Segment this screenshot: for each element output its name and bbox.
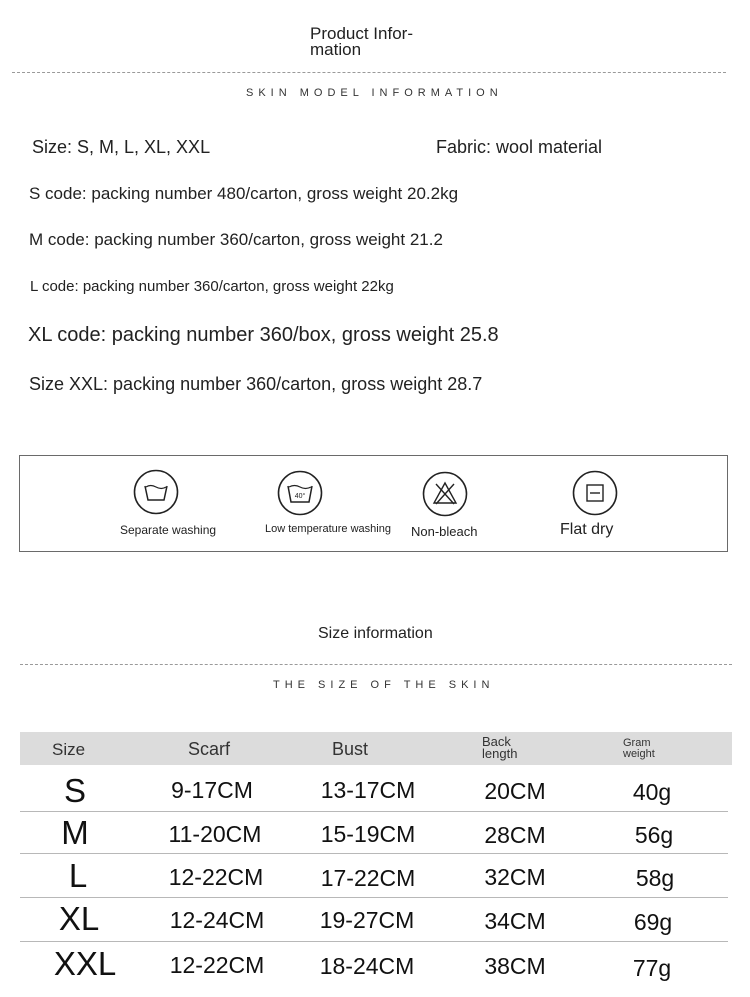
size-cell: S [63,772,87,809]
no-bleach-icon [422,471,468,517]
scarf-cell: 12-22CM [168,864,264,890]
weight-cell: 77g [632,955,672,981]
scarf-cell: 11-20CM [168,821,262,847]
row-divider [20,941,728,942]
row-divider [20,853,728,854]
spec-line-m: M code: packing number 360/carton, gross weight 21.2 [29,230,443,249]
scarf-cell: 12-24CM [169,907,265,933]
size-subtitle: THE SIZE OF THE SKIN [273,679,495,691]
back-length-cell: 32CM [484,864,546,890]
spec-line-s: S code: packing number 480/carton, gross weight 20.2kg [29,184,459,203]
header-back-length: Back length [482,734,518,761]
care-label-flat-dry: Flat dry [560,521,614,538]
bust-cell: 15-19CM [320,821,416,847]
header-scarf: Scarf [188,739,231,759]
scarf-cell: 12-22CM [169,952,265,978]
weight-cell: 69g [633,909,673,935]
wash-40-icon [277,470,323,516]
flat-dry-icon [572,470,618,516]
care-instructions-box [19,455,728,552]
header-divider [12,72,726,73]
header-size: Size [52,740,86,759]
spec-line-xxl: Size XXL: packing number 360/carton, gross weight 28.7 [29,374,483,394]
care-label-low-temperature: Low temperature washing [265,523,391,535]
size-cell: M [61,814,89,851]
size-cell: XXL [53,945,117,982]
row-divider [20,897,728,898]
spec-line-xl: XL code: packing number 360/box, gross weight 25.8 [28,324,499,346]
page-title: Product Infor- mation [310,24,413,59]
size-cell: XL [58,900,100,937]
fabric-info: Fabric: wool material [436,137,603,157]
care-label-separate-washing: Separate washing [120,523,217,537]
hand-wash-icon [133,469,179,515]
size-cell: L [68,857,88,894]
back-length-cell: 28CM [484,822,546,848]
bust-cell: 19-27CM [319,907,415,933]
back-length-cell: 38CM [484,953,546,979]
bust-cell: 18-24CM [319,953,415,979]
size-divider [20,664,732,665]
section-subtitle: SKIN MODEL INFORMATION [246,87,503,99]
scarf-cell: 9-17CM [171,777,253,803]
wash-temperature-text: 40° [294,493,306,500]
care-label-non-bleach: Non-bleach [411,524,478,539]
weight-cell: 58g [635,865,675,891]
back-length-cell: 34CM [484,908,546,934]
size-list: Size: S, M, L, XL, XXL [32,137,211,157]
spec-line-l: L code: packing number 360/carton, gross weight 22kg [30,278,394,295]
header-gram-weight: Gram weight [623,737,655,760]
row-divider [20,811,728,812]
size-info-title: Size information [318,625,433,642]
back-length-cell: 20CM [484,778,546,804]
bust-cell: 13-17CM [320,777,416,803]
size-table-header [20,732,732,765]
weight-cell: 56g [634,822,674,848]
header-bust: Bust [332,739,369,759]
weight-cell: 40g [632,779,672,805]
bust-cell: 17-22CM [320,865,416,891]
